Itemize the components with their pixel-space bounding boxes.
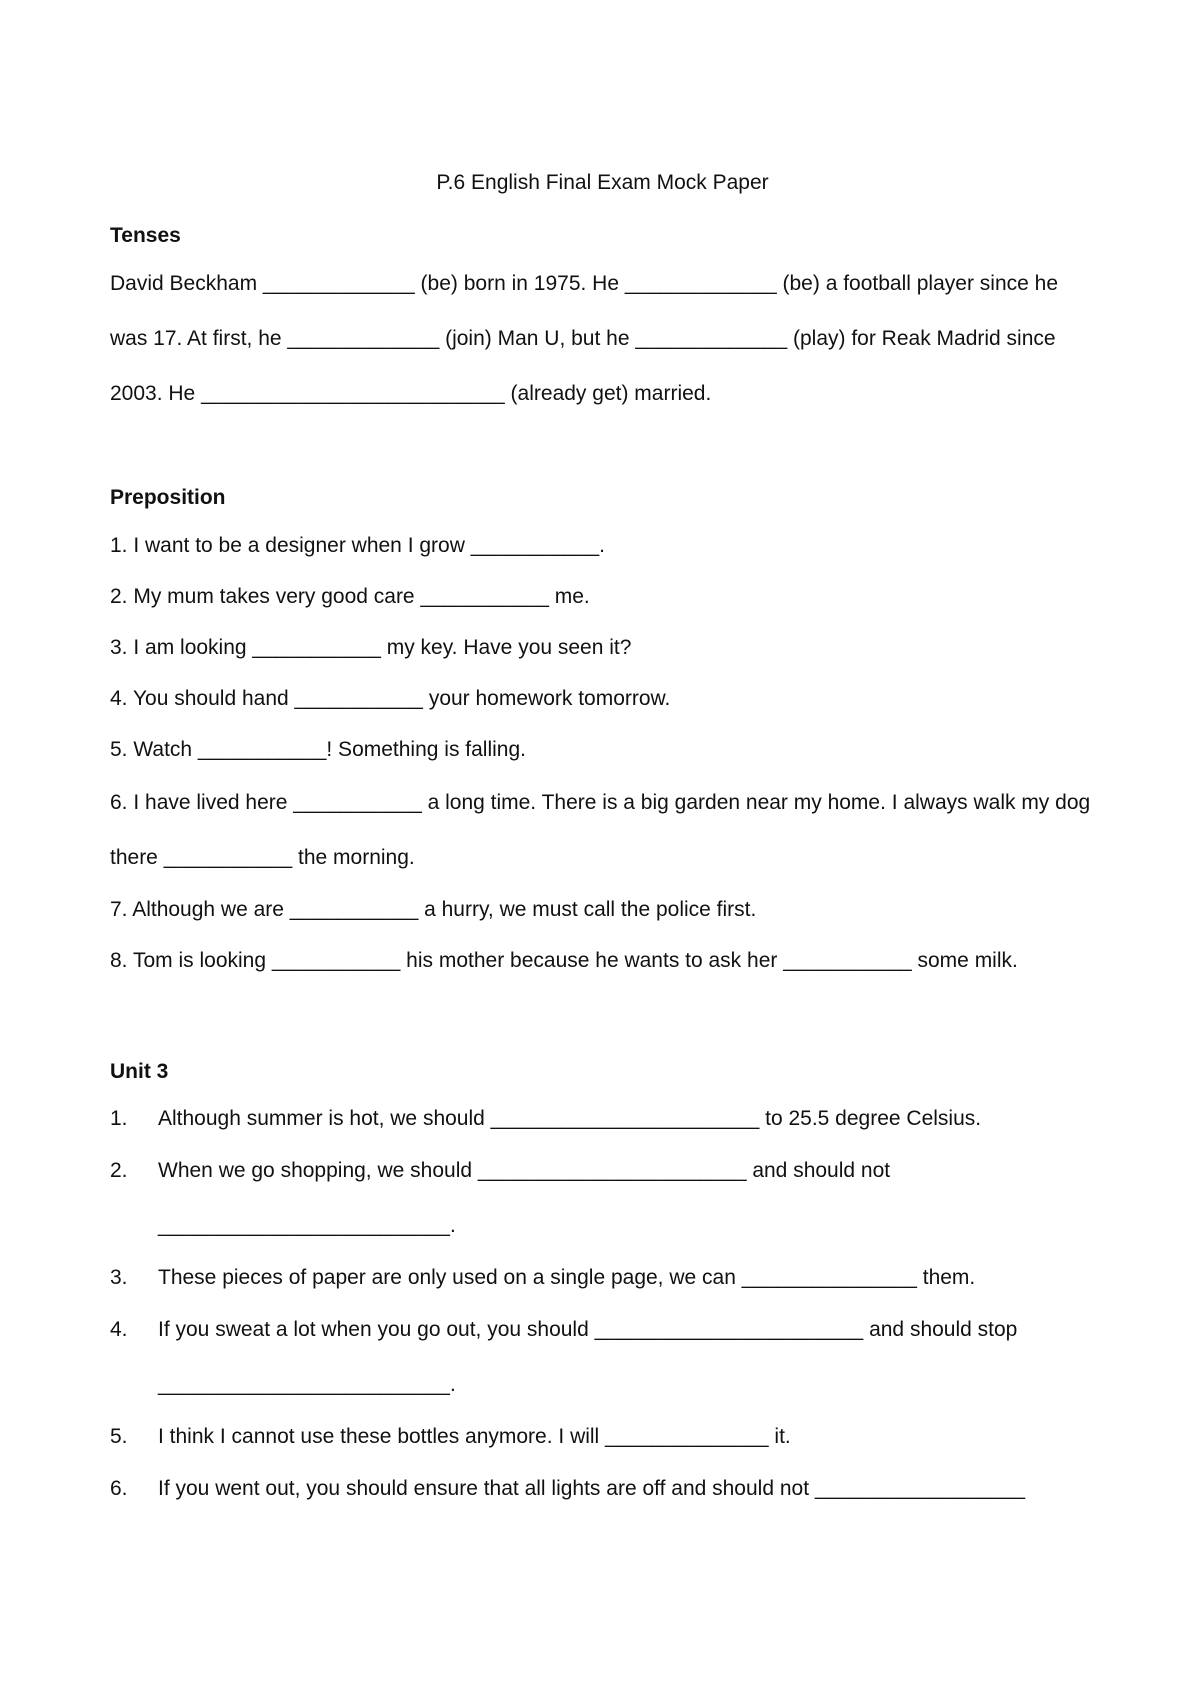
preposition-question-2: 2. My mum takes very good care ___________ me. — [110, 584, 590, 608]
section-heading-preposition: Preposition — [110, 486, 226, 510]
unit3-item-6 — [110, 1476, 1095, 1501]
item-number: 6. — [110, 1476, 128, 1500]
preposition-question-4: 4. You should hand ___________ your homework tomorrow. — [110, 687, 671, 711]
section-heading-tenses: Tenses — [110, 224, 181, 248]
page-title: P.6 English Final Exam Mock Paper — [436, 171, 769, 194]
item-number: 4. — [110, 1318, 128, 1342]
item-text: If you went out, you should ensure that all lights are off and should not __________________ — [158, 1476, 1026, 1500]
item-text: I think I cannot use these bottles anymore. I will ______________ it. — [158, 1425, 791, 1449]
item-text: When we go shopping, we should _______________________ and should not _________________________. — [158, 1159, 891, 1238]
item-text: These pieces of paper are only used on a single page, we can _______________ them. — [158, 1266, 976, 1290]
tenses-paragraph: David Beckham _____________ (be) born in 1975. He _____________ (be) a football player since he was 17. At first, he _____________ (join) Man U, but he _____________ (play) for Reak Madrid since 2003. He __________________________ (already get) married. — [110, 272, 1059, 406]
preposition-question-6: 6. I have lived here ___________ a long time. There is a big garden near my home. I always walk my dog there ___________ the morning. — [110, 790, 1091, 869]
section-heading-unit-3: Unit 3 — [110, 1059, 169, 1083]
unit3-item-5 — [110, 1424, 1095, 1449]
item-number: 2. — [110, 1159, 128, 1183]
preposition-question-7: 7. Although we are ___________ a hurry, we must call the police first. — [110, 897, 757, 921]
item-number: 5. — [110, 1425, 128, 1449]
item-number: 1. — [110, 1107, 128, 1131]
preposition-question-3: 3. I am looking ___________ my key. Have you seen it? — [110, 635, 632, 659]
section-spacer — [110, 999, 1095, 1059]
document-content — [110, 170, 1095, 1527]
unit3-item-1 — [110, 1106, 1095, 1131]
item-text: If you sweat a lot when you go out, you should _______________________ and should stop _________________________. — [158, 1318, 1018, 1397]
preposition-question-1: 1. I want to be a designer when I grow ___________. — [110, 533, 606, 557]
section-spacer — [110, 421, 1095, 485]
unit3-item-3 — [110, 1265, 1095, 1290]
item-number: 3. — [110, 1266, 128, 1290]
item-text: Although summer is hot, we should _______________________ to 25.5 degree Celsius. — [158, 1107, 982, 1131]
unit3-item-4 — [110, 1302, 1095, 1412]
preposition-question-5: 5. Watch ___________! Something is falling. — [110, 738, 526, 762]
preposition-question-8: 8. Tom is looking ___________ his mother because he wants to ask her ___________ some milk. — [110, 948, 1018, 972]
unit3-item-2 — [110, 1143, 1095, 1253]
